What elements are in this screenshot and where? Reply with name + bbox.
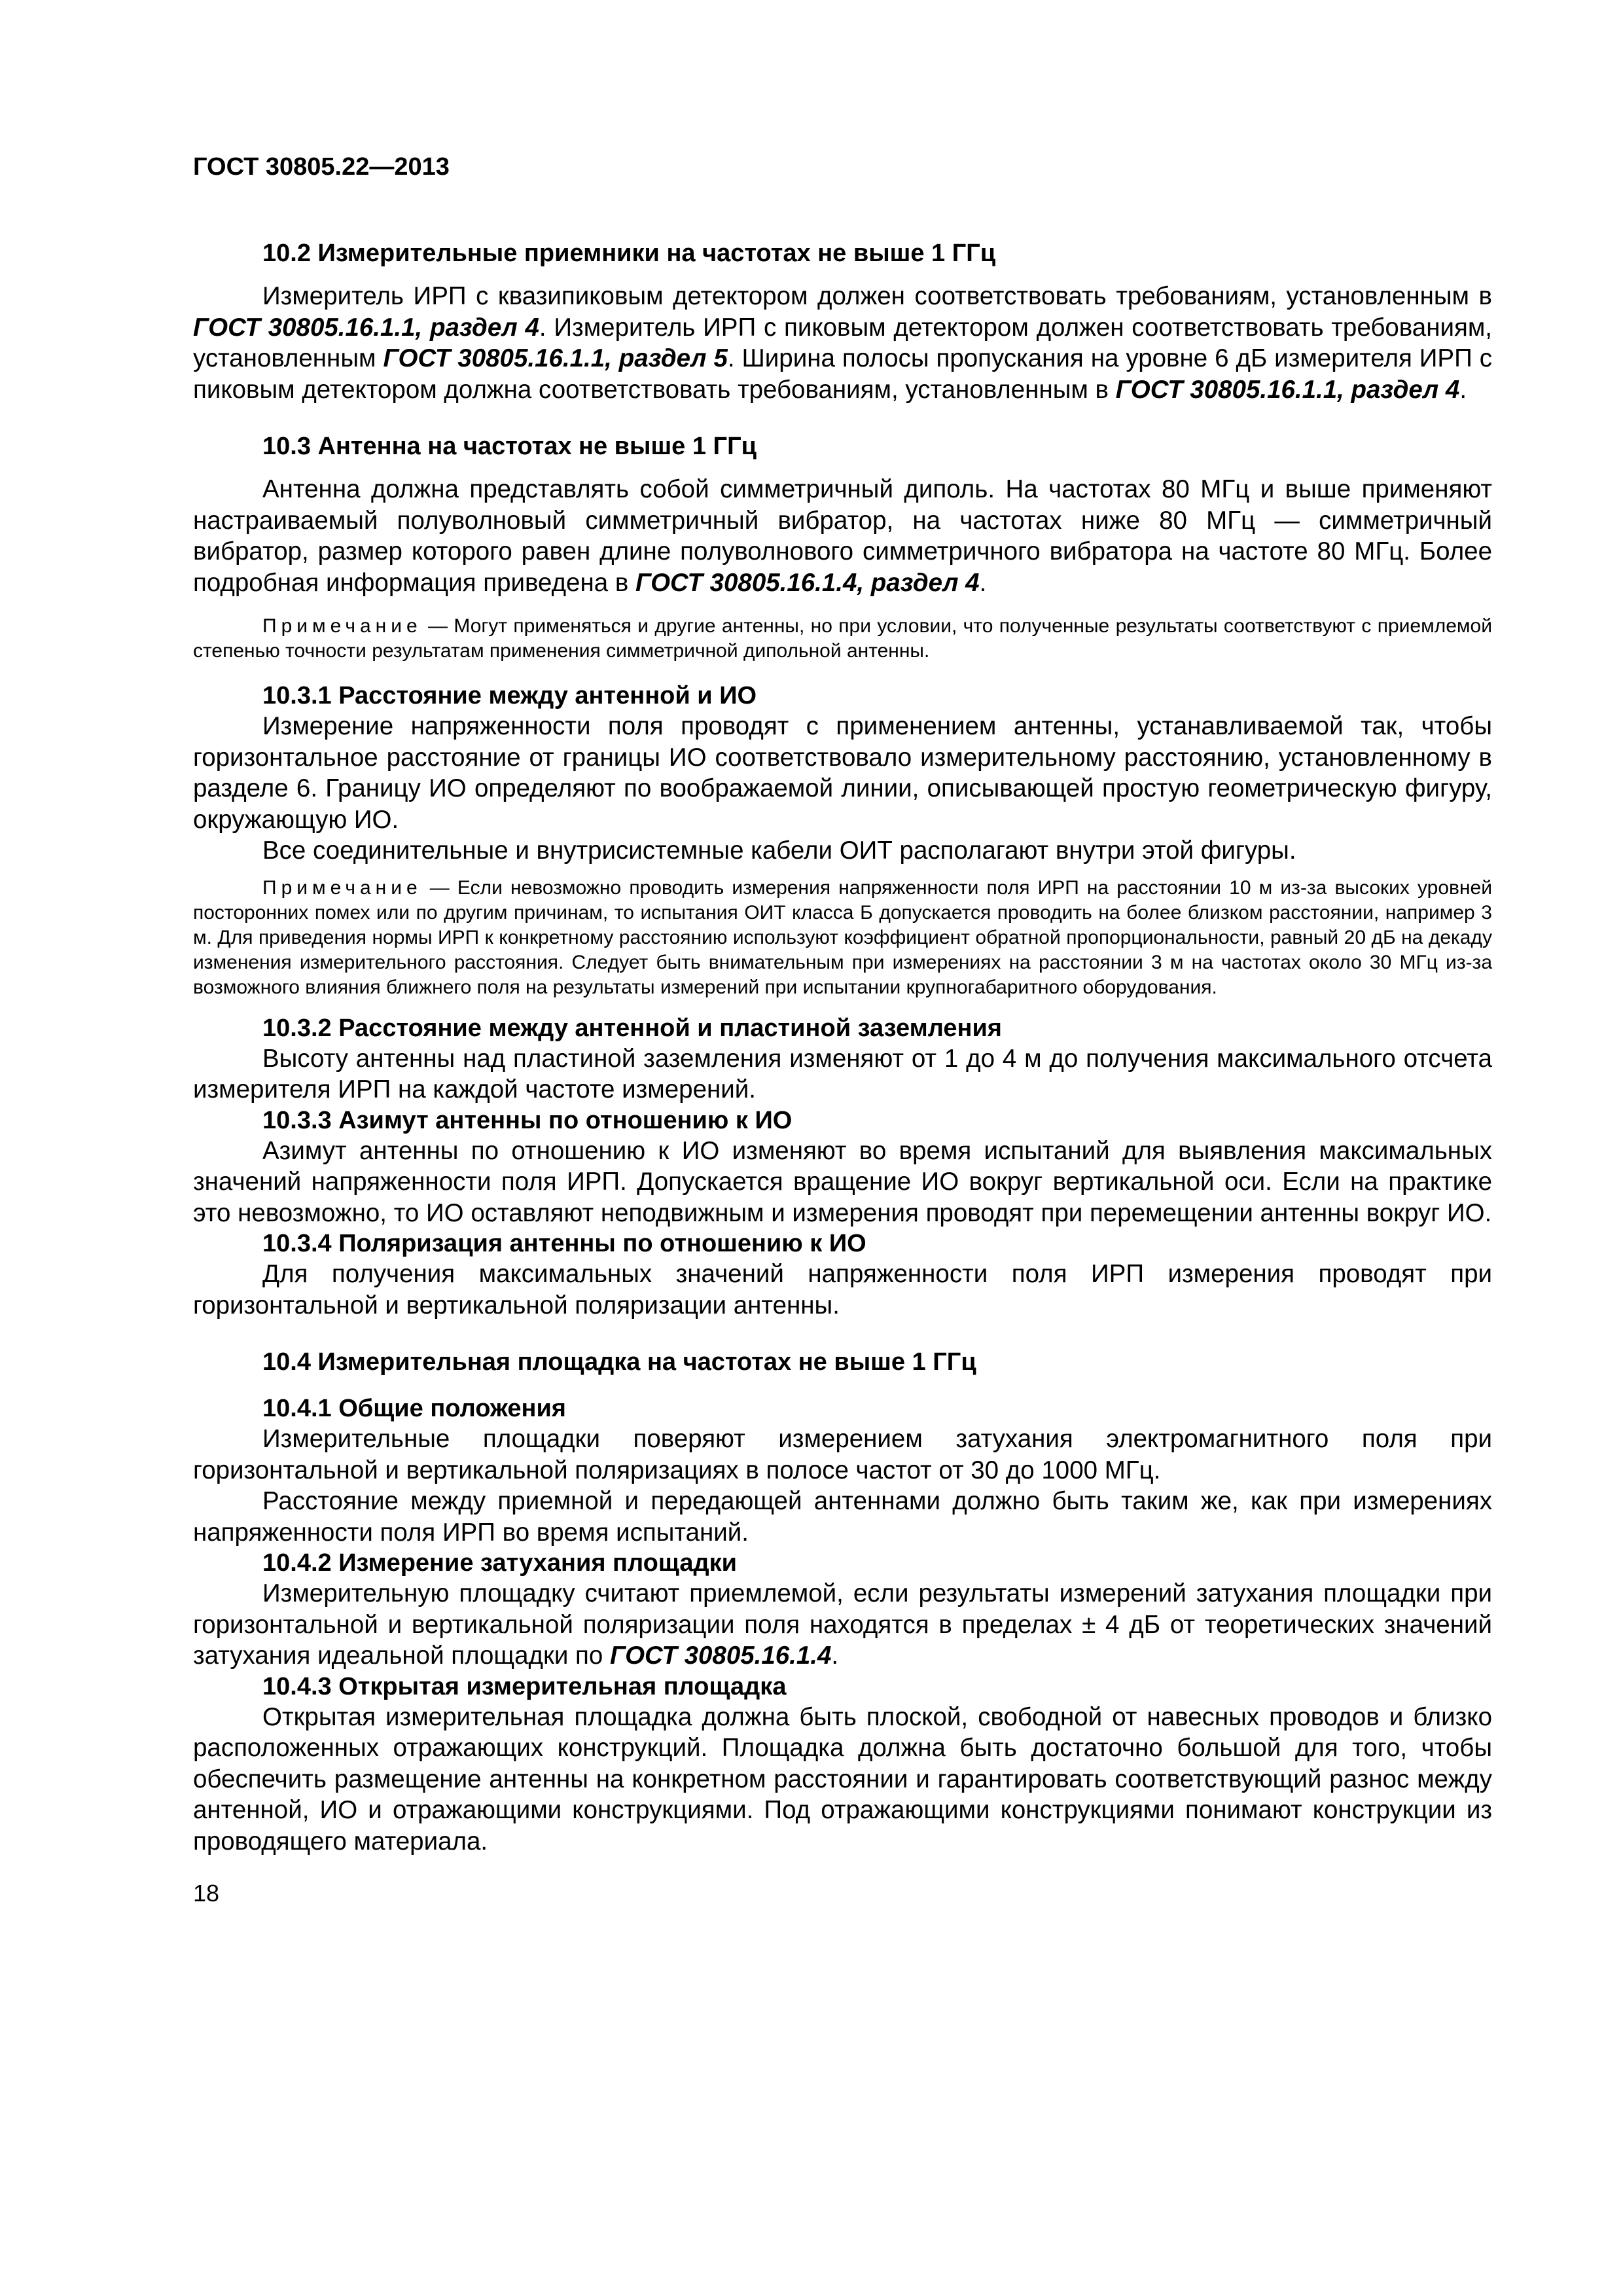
section-10-4-1-heading: 10.4.1 Общие положения <box>262 1395 566 1422</box>
section-10-4-3-heading: 10.4.3 Открытая измерительная площадка <box>262 1672 787 1700</box>
section-10-3-2-paragraph: Высоту антенны над пластиной заземления изменяют от 1 до 4 м до получения максимального отсчета измерителя ИРП на каждой частоте измерений. <box>193 1044 1492 1103</box>
section-10-3-paragraph: Антенна должна представлять собой симметричный диполь. На частотах 80 МГц и выше применяют настраиваемый полуволновый симметричный вибратор, на частотах ниже 80 МГц — симметричный вибратор, размер которого равен длине полуволнового симметричного вибратора на частоте 80 МГц. Более подробная информация приведена в ГОСТ 30805.16.1.4, раздел 4. <box>193 475 1492 597</box>
section-10-2-heading: 10.2 Измерительные приемники на частотах не выше 1 ГГц <box>262 240 996 267</box>
standard-reference: ГОСТ 30805.16.1.1, раздел 4 <box>1115 375 1460 404</box>
note-label: Примечание <box>262 615 422 637</box>
section-10-3-4-paragraph: Для получения максимальных значений напряженности поля ИРП измерения проводят при горизонтальной и вертикальной поляризации антенны. <box>193 1260 1492 1319</box>
section-10-3-heading: 10.3 Антенна на частотах не выше 1 ГГц <box>262 433 757 460</box>
section-10-3-note: Примечание — Могут применяться и другие антенны, но при условии, что полученные результаты соответствуют с приемлемой степенью точности результатам применения симметричной дипольной антенны. <box>193 615 1492 662</box>
section-10-4-2-heading: 10.4.2 Измерение затухания площадки <box>262 1549 738 1577</box>
note-label: Примечание <box>262 876 422 899</box>
section-10-3-3-paragraph: Азимут антенны по отношению к ИО изменяют во время испытаний для выявления максимальных значений напряженности поля ИРП. Допускается вращение ИО вокруг вертикальной оси. Если на практике это невозможно, то ИО оставляют неподвижным и измерения проводят при перемещении антенны вокруг ИО. <box>193 1136 1492 1227</box>
section-10-4-heading: 10.4 Измерительная площадка на частотах не выше 1 ГГц <box>262 1348 976 1376</box>
section-10-3-1-note: Примечание — Если невозможно проводить измерения напряженности поля ИРП на расстоянии 10 м из-за высоких уровней посторонних помех или по другим причинам, то испытания ОИТ класса Б допускается проводить на более близком расстоянии, например 3 м. Для приведения нормы ИРП к конкретному расстоянию используют коэффициент обратной пропорциональности, равный 20 дБ на декаду изменения измерительного расстояния. Следует быть внимательным при измерениях на расстоянии 3 м на частотах около 30 МГц из-за возможного влияния ближнего поля на результаты измерений при испытании крупногабаритного оборудования. <box>193 876 1492 998</box>
section-10-2-paragraph: Измеритель ИРП с квазипиковым детектором должен соответствовать требованиям, установленным в ГОСТ 30805.16.1.1, раздел 4. Измеритель ИРП с пиковым детектором должен соответствовать требованиям, установленным ГОСТ 30805.16.1.1, раздел 5. Ширина полосы пропускания на уровне 6 дБ измерителя ИРП с пиковым детектором должна соответствовать требованиям, установленным в ГОСТ 30805.16.1.1, раздел 4. <box>193 282 1492 404</box>
standard-reference: ГОСТ 30805.16.1.4 <box>609 1641 832 1670</box>
standard-reference: ГОСТ 30805.16.1.1, раздел 4 <box>193 313 539 342</box>
section-10-3-1-heading: 10.3.1 Расстояние между антенной и ИО <box>262 682 757 709</box>
section-10-4-1-paragraph-2: Расстояние между приемной и передающей антеннами должно быть таким же, как при измерениях напряженности поля ИРП во время испытаний. <box>193 1487 1492 1547</box>
section-10-4-2-paragraph: Измерительную площадку считают приемлемой, если результаты измерений затухания площадки при горизонтальной и вертикальной поляризации поля находятся в пределах ± 4 дБ от теоретических значений затухания идеальной площадки по ГОСТ 30805.16.1.4. <box>193 1579 1492 1670</box>
section-10-3-4-heading: 10.3.4 Поляризация антенны по отношению к ИО <box>262 1230 866 1257</box>
section-10-4-3-paragraph: Открытая измерительная площадка должна быть плоской, свободной от навесных проводов и близко расположенных отражающих конструкций. Площадка должна быть достаточно большой для того, чтобы обеспечить размещение антенны на конкретном расстоянии и гарантировать соответствующий разнос между антенной, ИО и отражающими конструкциями. Под отражающими конструкциями понимают конструкции из проводящего материала. <box>193 1702 1492 1856</box>
section-10-3-3-heading: 10.3.3 Азимут антенны по отношению к ИО <box>262 1106 793 1134</box>
section-10-4-1-paragraph: Измерительные площадки поверяют измерением затухания электромагнитного поля при горизонтальной и вертикальной поляризациях в полосе частот от 30 до 1000 МГц. <box>193 1425 1492 1484</box>
section-10-3-1-paragraph-2: Все соединительные и внутрисистемные кабели ОИТ располагают внутри этой фигуры. <box>262 836 1296 865</box>
section-10-3-2-heading: 10.3.2 Расстояние между антенной и пластиной заземления <box>262 1014 1002 1042</box>
page-number: 18 <box>193 1880 220 1907</box>
section-10-3-1-paragraph: Измерение напряженности поля проводят с применением антенны, устанавливаемой так, чтобы горизонтальное расстояние от границы ИО соответствовало измерительному расстоянию, установленному в разделе 6. Границу ИО определяют по воображаемой линии, описывающей простую геометрическую фигуру, окружающую ИО. <box>193 712 1492 834</box>
document-code-header: ГОСТ 30805.22—2013 <box>193 153 450 181</box>
standard-reference: ГОСТ 30805.16.1.4, раздел 4 <box>635 568 980 597</box>
standard-reference: ГОСТ 30805.16.1.1, раздел 5 <box>383 344 728 372</box>
